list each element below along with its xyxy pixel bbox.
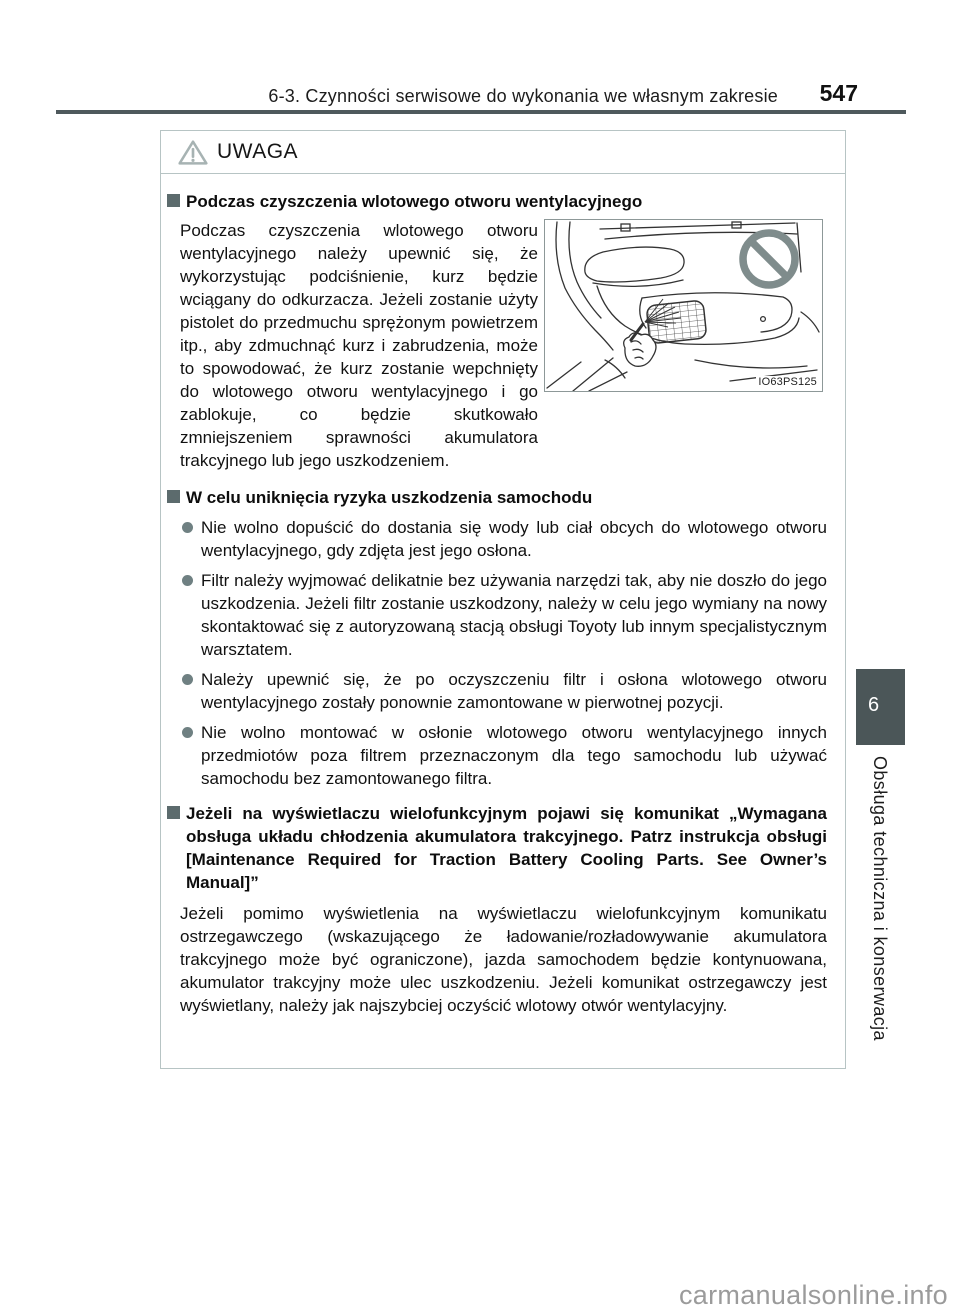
precaution-list bbox=[167, 516, 827, 790]
list-item bbox=[167, 569, 827, 661]
round-bullet-icon bbox=[182, 727, 193, 738]
vent-cleaning-illustration bbox=[545, 220, 822, 391]
caution-header bbox=[161, 131, 845, 174]
warning-message-paragraph: Jeżeli pomimo wyświetlenia na wyświetlaczu wielofunkcyjnym komunikatu ostrzegawczego (wskazującego że ładowanie/rozładowywanie akumulatora trakcyjnego może być ograniczone), jazda samochodem będzie kontynuowana, akumulator trakcyjny może ulec uszkodzeniu. Jeżeli komunikat ostrzegawczy jest wyświetlany, należy jak najszybciej oczyścić wlotowy otwór wentylacyjny. bbox=[180, 904, 827, 1015]
section-cleaning-content bbox=[167, 219, 827, 472]
round-bullet-icon bbox=[182, 575, 193, 586]
square-bullet-icon bbox=[167, 194, 180, 207]
breadcrumb: 6-3. Czynności serwisowe do wykonania we własnym zakresie bbox=[268, 86, 778, 106]
section-heading-text: W celu uniknięcia ryzyka uszkodzenia samochodu bbox=[186, 488, 593, 507]
caution-title: UWAGA bbox=[217, 140, 299, 163]
list-item bbox=[167, 516, 827, 562]
list-item-text: Filtr należy wyjmować delikatnie bez używania narzędzi tak, aby nie doszło do jego uszkodzenia. Jeżeli filtr zostanie uszkodzony, należy w celu jego wymiany na nowy skontaktować się z autoryzowaną stacją obsługi Toyoty lub innym specjalistycznym warsztatem. bbox=[201, 571, 827, 659]
list-item-text: Należy upewnić się, że po oczyszczeniu filtr i osłona wlotowego otworu wentylacyjnego zostały ponownie zamontowane w pierwotnej pozycji. bbox=[201, 670, 827, 712]
section-heading-avoid-damage bbox=[167, 486, 827, 509]
chapter-tab: 6 bbox=[856, 669, 905, 745]
warning-triangle-icon bbox=[178, 139, 208, 166]
hand-air-gun bbox=[573, 324, 656, 391]
square-bullet-icon bbox=[167, 490, 180, 503]
round-bullet-icon bbox=[182, 674, 193, 685]
figure-vent-cleaning bbox=[544, 219, 823, 392]
page-number: 547 bbox=[819, 80, 858, 106]
section-heading-cleaning bbox=[167, 190, 827, 213]
section-heading-warning-message bbox=[167, 802, 827, 894]
round-bullet-icon bbox=[182, 522, 193, 533]
caution-box bbox=[160, 130, 846, 1069]
chapter-title-vertical: Obsługa techniczna i konserwacja bbox=[870, 756, 890, 1041]
caution-body bbox=[161, 174, 845, 1017]
list-item-text: Nie wolno montować w osłonie wlotowego otworu wentylacyjnego innych przedmiotów poza filtrem przeznaczonym dla tego samochodu lub używać samochodu bez zamontowanego filtra. bbox=[201, 723, 827, 788]
section-heading-text: Podczas czyszczenia wlotowego otworu wentylacyjnego bbox=[186, 192, 643, 211]
header-rule bbox=[56, 110, 906, 114]
watermark: carmanualsonline.info bbox=[679, 1280, 948, 1310]
list-item bbox=[167, 668, 827, 714]
prohibition-icon bbox=[743, 233, 795, 285]
list-item-text: Nie wolno dopuścić do dostania się wody lub ciał obcych do wlotowego otworu wentylacyjnego, gdy zdjęta jest jego osłona. bbox=[201, 518, 827, 560]
section-heading-text: Jeżeli na wyświetlaczu wielofunkcyjnym pojawi się komunikat „Wymagana obsługa układu chłodzenia akumulatora trakcyjnego. Patrz instrukcja obsługi [Maintenance Required for Traction Battery Cooling Parts. See Owner’s Manual]” bbox=[186, 804, 827, 892]
cleaning-paragraph: Podczas czyszczenia wlotowego otworu wentylacyjnego należy upewnić się, że wykorzystując podciśnienie, kurz będzie wciągany do odkurzacza. Jeżeli zostanie użyty pistolet do przedmuchu sprężonym powietrzem itp., aby zdmuchnąć kurz i zabrudzenia, może to spowodować, że kurz zostanie wepchnięty do wlotowego otworu wentylacyjnego i go zablokuje, co będzie skutkowało zmniejszeniem sprawności akumulatora trakcyjnego lub jego uszkodzeniem. bbox=[180, 221, 538, 470]
square-bullet-icon bbox=[167, 806, 180, 819]
list-item bbox=[167, 721, 827, 790]
figure-code: IO63PS125 bbox=[758, 376, 817, 388]
